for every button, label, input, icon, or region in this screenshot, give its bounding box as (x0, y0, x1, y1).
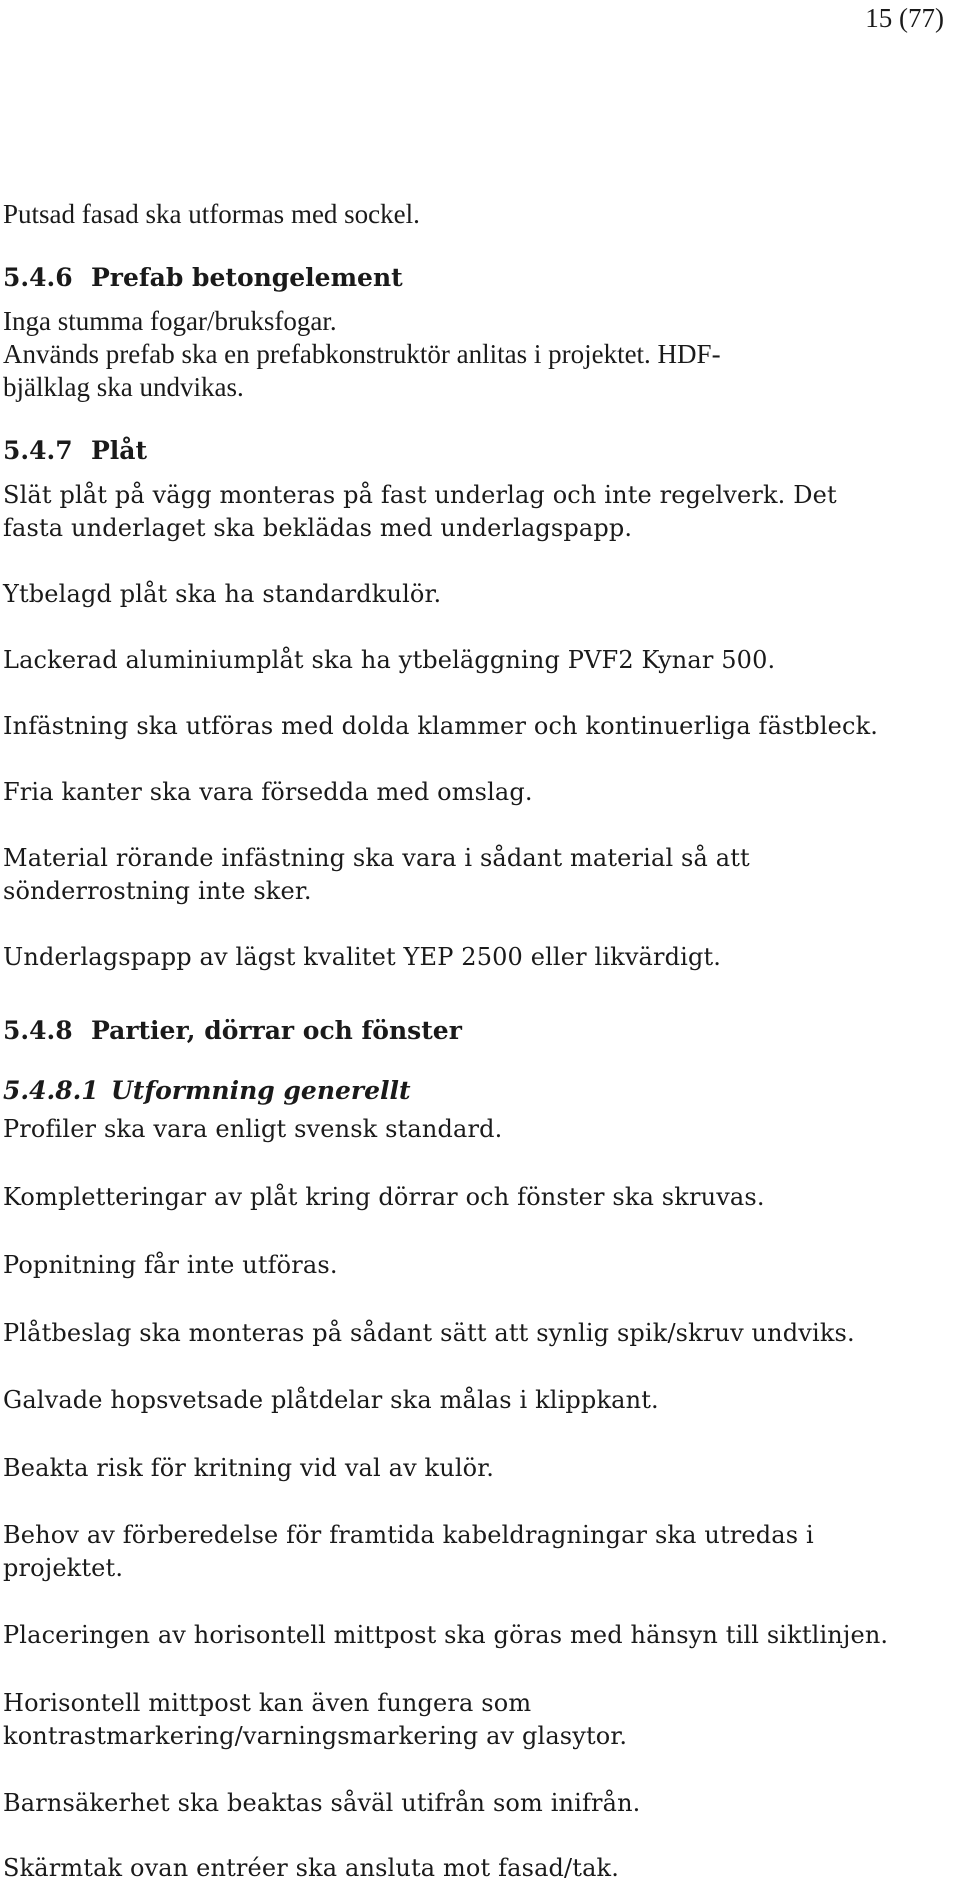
paragraph: Beakta risk för kritning vid val av kulör. (3, 1454, 495, 1482)
paragraph: Fria kanter ska vara försedda med omslag. (3, 778, 533, 806)
paragraph: sönderrostning inte sker. (3, 877, 312, 905)
heading-number: 5.4.6 (3, 263, 73, 292)
heading-title: Utformning generellt (111, 1076, 411, 1105)
paragraph: Placeringen av horisontell mittpost ska göras med hänsyn till siktlinjen. (3, 1621, 889, 1649)
paragraph: projektet. (3, 1554, 124, 1582)
paragraph: Material rörande infästning ska vara i sådant material så att (3, 844, 750, 872)
paragraph: Ytbelagd plåt ska ha standardkulör. (3, 580, 442, 608)
paragraph: Kompletteringar av plåt kring dörrar och fönster ska skruvas. (3, 1183, 765, 1211)
heading-5-4-8-1 (3, 1074, 411, 1107)
heading-title: Prefab betongelement (91, 263, 403, 292)
heading-number: 5.4.8 (3, 1016, 73, 1045)
paragraph: Används prefab ska en prefabkonstruktör anlitas i projektet. HDF- (3, 339, 721, 369)
paragraph: Underlagspapp av lägst kvalitet YEP 2500 eller likvärdigt. (3, 943, 722, 971)
paragraph: kontrastmarkering/varningsmarkering av glasytor. (3, 1722, 628, 1750)
paragraph: Popnitning får inte utföras. (3, 1251, 338, 1279)
paragraph: Galvade hopsvetsade plåtdelar ska målas i klippkant. (3, 1386, 659, 1414)
heading-number: 5.4.8.1 (3, 1076, 99, 1105)
heading-5-4-8 (3, 1014, 462, 1047)
paragraph: Barnsäkerhet ska beaktas såväl utifrån som inifrån. (3, 1789, 641, 1817)
paragraph: bjälklag ska undvikas. (3, 372, 244, 402)
heading-5-4-7 (3, 434, 147, 467)
paragraph: Profiler ska vara enligt svensk standard. (3, 1115, 503, 1143)
paragraph: fasta underlaget ska beklädas med underlagspapp. (3, 514, 633, 542)
heading-title: Plåt (91, 436, 148, 465)
paragraph: Skärmtak ovan entréer ska ansluta mot fasad/tak. (3, 1854, 620, 1882)
paragraph: Lackerad aluminiumplåt ska ha ytbeläggning PVF2 Kynar 500. (3, 646, 776, 674)
paragraph: Slät plåt på vägg monteras på fast underlag och inte regelverk. Det (3, 481, 837, 509)
heading-title: Partier, dörrar och fönster (91, 1016, 462, 1045)
page-number: 15 (77) (865, 3, 944, 33)
heading-number: 5.4.7 (3, 436, 73, 465)
paragraph: Horisontell mittpost kan även fungera som (3, 1689, 532, 1717)
paragraph: Behov av förberedelse för framtida kabeldragningar ska utredas i (3, 1521, 814, 1549)
heading-5-4-6 (3, 261, 403, 294)
paragraph: Plåtbeslag ska monteras på sådant sätt att synlig spik/skruv undviks. (3, 1319, 855, 1347)
paragraph: Infästning ska utföras med dolda klammer och kontinuerliga fästbleck. (3, 712, 879, 740)
intro-paragraph: Putsad fasad ska utformas med sockel. (3, 199, 420, 229)
paragraph: Inga stumma fogar/bruksfogar. (3, 306, 337, 336)
